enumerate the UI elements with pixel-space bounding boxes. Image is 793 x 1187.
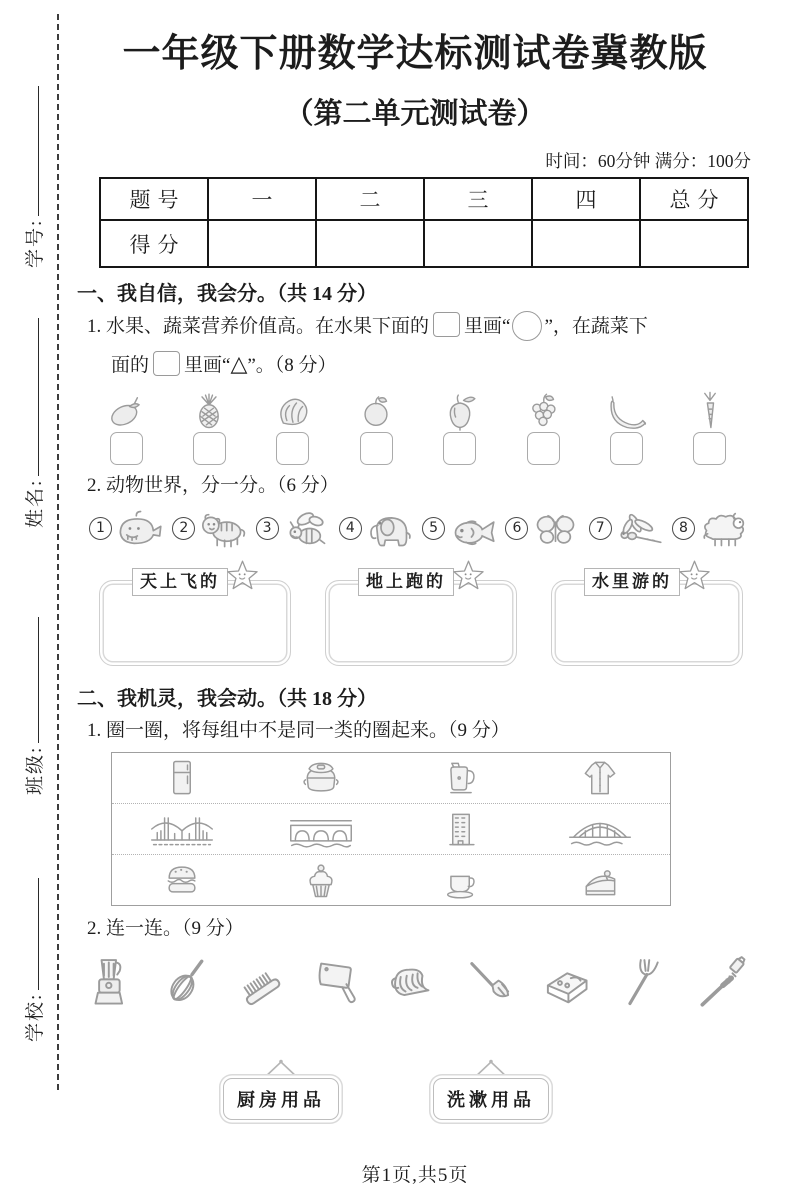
animal-item — [89, 503, 166, 554]
student-name-blank[interactable] — [35, 318, 39, 476]
class-blank[interactable] — [35, 617, 39, 743]
kettle-icon — [437, 756, 485, 800]
score-table — [99, 177, 749, 268]
school-field — [20, 878, 47, 1042]
score-header-cell: 一 — [208, 178, 316, 220]
answer-box[interactable] — [610, 432, 643, 465]
animal-item — [339, 503, 416, 554]
comb-icon — [233, 953, 291, 1013]
fruit-cell — [264, 389, 322, 465]
section2-heading: 二、我机灵，我会动。（共 18 分） — [77, 687, 377, 710]
animal-item — [256, 503, 333, 554]
toothbrush-icon — [689, 953, 747, 1013]
grid-item[interactable] — [391, 807, 531, 851]
q1-text: 1. 水果、蔬菜营养价值高。在水果下面的 — [87, 316, 430, 337]
pineapple-icon — [186, 389, 232, 431]
dragonfly-icon — [613, 503, 666, 554]
category-tab — [584, 568, 712, 596]
banana-icon — [604, 389, 650, 431]
score-cell[interactable] — [316, 220, 424, 267]
fruit-cell — [681, 389, 739, 465]
animal-number: 1 — [89, 517, 112, 540]
bee-icon — [280, 503, 333, 554]
page-title: 一年级下册数学达标测试卷冀教版 — [122, 33, 708, 75]
grid-item[interactable] — [531, 858, 671, 902]
hamburger-icon — [158, 858, 206, 902]
fruit-cell — [431, 389, 489, 465]
answer-box[interactable] — [360, 432, 393, 465]
hanging-sign[interactable] — [223, 1058, 339, 1120]
category-tab — [358, 568, 486, 596]
category-signs — [75, 1058, 755, 1158]
answer-box[interactable] — [276, 432, 309, 465]
animal-number: 4 — [339, 517, 362, 540]
hanger-icon — [258, 1058, 304, 1080]
grid-item[interactable] — [252, 807, 392, 851]
score-header-cell: 题号 — [100, 178, 208, 220]
fridge-icon — [158, 756, 206, 800]
score-table-header-row — [100, 178, 748, 220]
answer-box[interactable] — [527, 432, 560, 465]
animal-number: 3 — [256, 517, 279, 540]
inline-square-blank — [433, 312, 460, 337]
butterfly-icon — [529, 503, 582, 554]
star-icon — [451, 559, 486, 594]
grid-row — [112, 804, 670, 855]
fruit-cell — [514, 389, 572, 465]
animal-item — [172, 503, 249, 554]
grid-item[interactable] — [112, 807, 252, 851]
score-table-score-row — [100, 220, 748, 267]
sheep-icon — [696, 503, 749, 554]
grid-item[interactable] — [252, 858, 392, 902]
fruit-cell — [97, 389, 155, 465]
spatula-icon — [461, 953, 519, 1013]
grid-row — [112, 753, 670, 804]
score-header-cell: 三 — [424, 178, 532, 220]
inline-triangle-shape: △ — [230, 352, 248, 378]
answer-box[interactable] — [193, 432, 226, 465]
hanging-sign[interactable] — [433, 1058, 549, 1120]
score-cell[interactable] — [208, 220, 316, 267]
inline-square-blank — [153, 351, 180, 376]
connect-item[interactable] — [309, 953, 367, 1018]
category-row — [99, 571, 743, 666]
connect-item[interactable] — [157, 953, 215, 1018]
odd-one-out-grid — [111, 752, 671, 906]
section1-q1-line2 — [111, 347, 755, 382]
whisk-icon — [157, 953, 215, 1013]
section1-q2-text: 2. 动物世界，分一分。（6 分） — [87, 474, 339, 496]
animal-row — [89, 503, 749, 554]
school-blank[interactable] — [35, 878, 39, 990]
answer-box[interactable] — [110, 432, 143, 465]
grid-row — [112, 855, 670, 905]
category-label: 天上飞的 — [132, 568, 228, 596]
category-label: 水里游的 — [584, 568, 680, 596]
towel-icon — [385, 953, 443, 1013]
connect-item[interactable] — [233, 953, 291, 1018]
fruit-row — [97, 389, 739, 465]
category-label: 地上跑的 — [358, 568, 454, 596]
margin-dashed-line — [57, 14, 59, 1090]
category-box[interactable] — [99, 571, 291, 666]
score-header-cell: 总分 — [640, 178, 748, 220]
score-header-cell: 四 — [532, 178, 640, 220]
section2-q2-text: 2. 连一连。（9 分） — [87, 918, 244, 940]
grid-item[interactable] — [391, 756, 531, 800]
grid-item[interactable] — [112, 858, 252, 902]
q1-text: ”。（8 分） — [247, 355, 337, 377]
score-cell[interactable] — [424, 220, 532, 267]
student-id-field — [20, 86, 47, 268]
fork-icon — [613, 953, 671, 1013]
sign-label: 厨房用品 — [223, 1078, 339, 1120]
connect-items-row — [81, 953, 747, 1018]
fish-icon — [446, 503, 499, 554]
category-tab — [132, 568, 260, 596]
suspension-bridge-icon — [144, 807, 220, 851]
page-number: 第1页,共5页 — [361, 1164, 469, 1186]
score-row-label: 得分 — [100, 220, 208, 267]
cabbage-icon — [270, 389, 316, 431]
category-box[interactable] — [551, 571, 743, 666]
star-icon — [225, 559, 260, 594]
student-id-blank[interactable] — [35, 86, 39, 216]
cupcake-icon — [297, 858, 345, 902]
q1-text: ”，在蔬菜下 — [544, 316, 648, 337]
cake-icon — [576, 858, 624, 902]
answer-box[interactable] — [693, 432, 726, 465]
test-paper — [75, 0, 755, 1187]
connect-item[interactable] — [613, 953, 671, 1018]
grid-item[interactable] — [112, 756, 252, 800]
blender-icon — [81, 953, 139, 1013]
student-name-field — [20, 318, 47, 528]
shirt-icon — [576, 756, 624, 800]
steel-bridge-icon — [562, 807, 638, 851]
sign-label: 洗漱用品 — [433, 1078, 549, 1120]
connect-item[interactable] — [689, 953, 747, 1018]
inline-circle-shape — [512, 311, 542, 341]
q1-text: 里画“ — [184, 355, 231, 377]
animal-number: 7 — [589, 517, 612, 540]
connect-item[interactable] — [537, 953, 595, 1018]
animal-number: 8 — [672, 517, 695, 540]
animal-number: 2 — [172, 517, 195, 540]
fruit-cell — [598, 389, 656, 465]
section1-heading: 一、我自信，我会分。（共 14 分） — [77, 283, 377, 305]
grid-item[interactable] — [252, 756, 392, 800]
score-cell[interactable] — [640, 220, 748, 267]
building-icon — [437, 807, 485, 851]
tiger-icon — [196, 503, 249, 554]
connect-item[interactable] — [385, 953, 443, 1018]
animal-item — [589, 503, 666, 554]
radish-icon — [437, 389, 483, 431]
grid-item[interactable] — [531, 756, 671, 800]
animal-number: 5 — [422, 517, 445, 540]
class-label: 班级: — [25, 745, 46, 795]
fruit-cell — [180, 389, 238, 465]
score-header-cell: 二 — [316, 178, 424, 220]
category-box[interactable] — [325, 571, 517, 666]
arch-bridge-icon — [283, 807, 359, 851]
exam-info: 时间：60分钟 满分：100分 — [545, 151, 751, 171]
section1-q1-line1 — [87, 311, 755, 342]
whale-icon — [113, 503, 166, 554]
carrot-icon — [687, 389, 733, 431]
section2-q1-text: 1. 圈一圈，将每组中不是同一类的圈起来。（9 分） — [87, 719, 510, 741]
connect-item[interactable] — [81, 953, 139, 1018]
score-cell[interactable] — [532, 220, 640, 267]
soap-icon — [537, 953, 595, 1013]
animal-item — [422, 503, 499, 554]
class-field — [20, 617, 47, 795]
student-id-label: 学号: — [25, 218, 46, 268]
rice-cooker-icon — [297, 756, 345, 800]
q1-text: 里画“ — [464, 316, 511, 337]
q1-text: 面的 — [111, 355, 150, 377]
answer-box[interactable] — [443, 432, 476, 465]
animal-item — [672, 503, 749, 554]
hanger-icon — [468, 1058, 514, 1080]
student-name-label: 姓名: — [25, 478, 46, 528]
connect-item[interactable] — [461, 953, 519, 1018]
coffee-cup-icon — [437, 858, 485, 902]
eggplant-icon — [103, 389, 149, 431]
grid-item[interactable] — [531, 807, 671, 851]
elephant-icon — [363, 503, 416, 554]
cleaver-icon — [309, 953, 367, 1013]
star-icon — [677, 559, 712, 594]
animal-number: 6 — [505, 517, 528, 540]
animal-item — [505, 503, 582, 554]
page-subtitle: （第二单元测试卷） — [284, 98, 546, 130]
grid-item[interactable] — [391, 858, 531, 902]
school-label: 学校: — [25, 992, 46, 1042]
apple-icon — [353, 389, 399, 431]
grapes-icon — [520, 389, 566, 431]
fruit-cell — [347, 389, 405, 465]
